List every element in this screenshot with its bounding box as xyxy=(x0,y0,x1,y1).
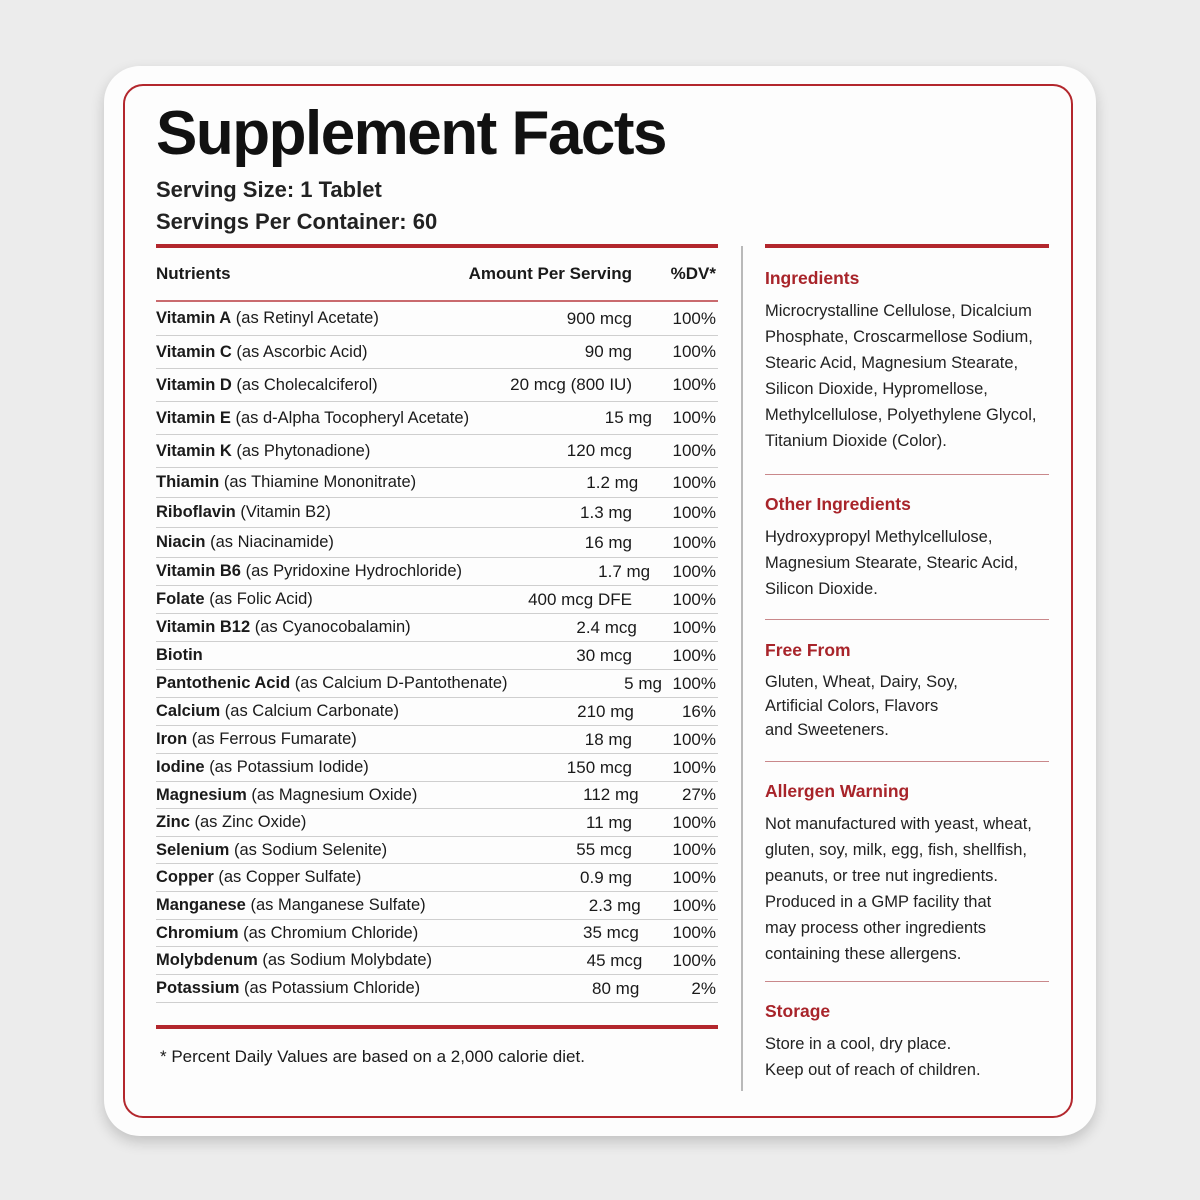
dv-cell: 100% xyxy=(672,895,716,915)
amount-cell: 112 mg xyxy=(583,785,639,804)
nutrient-name: Vitamin D xyxy=(156,375,232,394)
amount-cell: 30 mcg xyxy=(576,645,632,665)
nutrient-name: Selenium xyxy=(156,840,230,859)
nutrient-cell xyxy=(156,376,392,395)
dv-cell: 100% xyxy=(672,840,716,859)
nutrient-source: (as Ascorbic Acid) xyxy=(236,342,368,361)
nutrient-name: Vitamin B12 xyxy=(156,618,251,636)
nutrient-name: Riboflavin xyxy=(156,503,236,521)
amount-cell: 18 mg xyxy=(584,729,632,749)
table-row xyxy=(156,920,718,947)
amount-cell: 0.9 mg xyxy=(580,867,632,887)
table-row xyxy=(156,892,718,920)
table-row xyxy=(156,837,718,864)
ingredients-line: Stearic Acid, Magnesium Stearate, xyxy=(765,354,1019,372)
amount-cell: 15 mg xyxy=(604,408,652,427)
nutrient-name: Pantothenic Acid xyxy=(156,674,291,692)
nutrient-cell xyxy=(156,590,392,609)
amount-header: Amount Per Serving xyxy=(468,264,632,283)
dv-cell: 100% xyxy=(672,645,716,665)
table-row xyxy=(156,809,718,837)
table-row xyxy=(156,614,718,642)
other-ingredients-heading: Other Ingredients xyxy=(765,494,911,514)
amount-cell: 20 mcg (800 IU) xyxy=(510,375,632,394)
nutrient-cell xyxy=(156,646,392,665)
amount-cell: 900 mcg xyxy=(566,308,632,328)
ingredients-line: Phosphate, Croscarmellose Sodium, xyxy=(765,328,1033,346)
nutrient-source: (as Calcium D-Pantothenate) xyxy=(294,674,508,692)
table-row xyxy=(156,754,718,782)
amount-cell: 120 mcg xyxy=(566,441,632,460)
allergen-line: may process other ingredients xyxy=(765,919,987,937)
dv-cell: 100% xyxy=(672,441,716,460)
ingredients-heading: Ingredients xyxy=(765,268,860,288)
table-row xyxy=(156,782,718,809)
dv-cell: 100% xyxy=(672,308,716,328)
other-ingredients-text xyxy=(765,524,1049,602)
dv-cell: 100% xyxy=(672,472,716,492)
nutrient-source: (as Copper Sulfate) xyxy=(218,868,362,886)
nutrient-cell xyxy=(156,473,416,492)
dv-cell: 100% xyxy=(672,375,716,394)
nutrient-name: Folate xyxy=(156,590,205,608)
amount-cell: 1.7 mg xyxy=(598,561,651,581)
ingredients-line: Microcrystalline Cellulose, Dicalcium xyxy=(765,302,1032,320)
dv-cell: 100% xyxy=(672,532,716,552)
storage-line: Keep out of reach of children. xyxy=(765,1061,981,1079)
dv-cell: 100% xyxy=(672,950,716,970)
nutrient-name: Zinc xyxy=(156,813,190,831)
dv-cell: 100% xyxy=(672,589,716,609)
nutrient-name: Niacin xyxy=(156,533,206,551)
nutrient-source: (as Sodium Molybdate) xyxy=(262,951,433,969)
free-from-heading: Free From xyxy=(765,640,851,660)
ingredients-section xyxy=(765,268,1049,454)
table-row xyxy=(156,670,718,698)
nutrient-cell xyxy=(156,841,392,860)
dv-header: %DV* xyxy=(670,264,716,283)
section-divider xyxy=(765,981,1049,982)
dv-cell: 100% xyxy=(672,408,716,427)
table-row xyxy=(156,947,718,975)
amount-cell: 11 mg xyxy=(586,812,632,832)
ingredients-text xyxy=(765,298,1049,454)
nutrient-source: (as Cholecalciferol) xyxy=(236,375,378,394)
nutrient-cell xyxy=(156,868,392,887)
nutrient-source: (as Sodium Selenite) xyxy=(233,840,388,859)
nutrient-source: (as d-Alpha Tocopheryl Acetate) xyxy=(235,408,470,427)
nutrient-cell xyxy=(156,533,392,552)
amount-cell: 45 mcg xyxy=(586,950,643,970)
other-ingredients-section xyxy=(765,494,1049,602)
dv-cell: 100% xyxy=(672,617,716,637)
column-divider xyxy=(741,246,743,1091)
amount-cell: 1.2 mg xyxy=(586,472,639,492)
allergen-line: containing these allergens. xyxy=(765,945,962,963)
dv-cell: 2% xyxy=(691,978,716,998)
dv-cell: 27% xyxy=(681,785,716,804)
allergen-line: gluten, soy, milk, egg, fish, shellfish, xyxy=(765,841,1027,859)
nutrient-name: Magnesium xyxy=(156,785,247,804)
table-row xyxy=(156,864,718,892)
servings-per-container: Servings Per Container: 60 xyxy=(156,209,438,234)
nutrient-cell xyxy=(156,618,411,637)
section-divider xyxy=(765,619,1049,620)
nutrient-cell xyxy=(156,896,426,915)
nutrient-source: (as Zinc Oxide) xyxy=(194,813,307,831)
free-from-line: and Sweeteners. xyxy=(765,721,889,739)
nutrient-name: Vitamin B6 xyxy=(156,562,241,580)
nutrient-cell xyxy=(156,343,392,362)
nutrient-name: Vitamin E xyxy=(156,408,231,427)
storage-text xyxy=(765,1031,1049,1083)
other-ingredients-line: Hydroxypropyl Methylcellulose, xyxy=(765,528,993,546)
table-row xyxy=(156,586,718,614)
dv-cell: 100% xyxy=(672,561,716,581)
nutrient-cell xyxy=(156,951,432,970)
nutrient-cell xyxy=(156,813,392,832)
amount-cell: 55 mcg xyxy=(576,840,632,859)
table-row xyxy=(156,402,718,435)
allergen-line: Not manufactured with yeast, wheat, xyxy=(765,815,1032,833)
nutrient-cell xyxy=(156,924,418,943)
dv-cell: 100% xyxy=(672,812,716,832)
table-row xyxy=(156,435,718,468)
nutrient-name: Calcium xyxy=(156,702,221,720)
nutrient-source: (as Niacinamide) xyxy=(210,533,334,551)
nutrient-name: Thiamin xyxy=(156,473,220,491)
table-row xyxy=(156,726,718,754)
amount-cell: 400 mcg DFE xyxy=(528,589,632,609)
amount-cell: 90 mg xyxy=(584,342,632,361)
nutrient-name: Manganese xyxy=(156,896,246,914)
supplement-facts-label xyxy=(104,66,1096,1136)
nutrient-name: Potassium xyxy=(156,979,240,997)
nutrient-cell xyxy=(156,309,392,328)
dv-cell: 100% xyxy=(672,342,716,361)
nutrient-source: (as Phytonadione) xyxy=(236,441,371,460)
table-row xyxy=(156,528,718,558)
nutrient-cell xyxy=(156,758,392,777)
nutrient-source: (as Retinyl Acetate) xyxy=(235,309,379,327)
nutrient-source: (as Calcium Carbonate) xyxy=(224,702,400,720)
amount-cell: 210 mg xyxy=(577,701,634,721)
nutrient-name: Molybdenum xyxy=(156,951,258,969)
nutrient-cell xyxy=(156,786,417,805)
nutrient-cell xyxy=(156,702,399,721)
page-title: Supplement Facts xyxy=(156,99,666,168)
info-top-rule xyxy=(765,244,1049,248)
dv-cell: 16% xyxy=(681,701,716,721)
nutrient-name: Vitamin C xyxy=(156,342,232,361)
dv-cell: 100% xyxy=(672,673,716,693)
table-row xyxy=(156,642,718,670)
dv-cell: 100% xyxy=(672,502,716,522)
allergen-line: peanuts, or tree nut ingredients. xyxy=(765,867,998,885)
nutrient-table xyxy=(156,244,718,1067)
allergen-line: Produced in a GMP facility that xyxy=(765,893,992,911)
dv-cell: 100% xyxy=(672,923,716,942)
nutrient-source: (as Thiamine Mononitrate) xyxy=(223,473,417,491)
free-from-text xyxy=(765,670,1049,742)
nutrient-name: Vitamin K xyxy=(156,441,232,460)
nutrient-cell xyxy=(156,674,508,693)
table-row xyxy=(156,369,718,402)
nutrient-cell xyxy=(156,979,420,998)
table-row xyxy=(156,975,718,1003)
nutrient-source: (as Potassium Iodide) xyxy=(209,758,369,776)
info-column xyxy=(765,244,1049,1079)
storage-line: Store in a cool, dry place. xyxy=(765,1035,952,1053)
amount-cell: 16 mg xyxy=(584,532,632,552)
ingredients-line: Titanium Dioxide (Color). xyxy=(765,432,947,450)
amount-cell: 1.3 mg xyxy=(580,502,632,522)
other-ingredients-line: Silicon Dioxide. xyxy=(765,580,878,598)
table-row xyxy=(156,698,718,726)
nutrient-cell xyxy=(156,503,392,522)
amount-cell: 2.3 mg xyxy=(588,895,641,915)
storage-section xyxy=(765,1001,1049,1083)
serving-size: Serving Size: 1 Tablet xyxy=(156,177,382,202)
nutrient-source: (as Potassium Chloride) xyxy=(244,979,421,997)
nutrient-name: Vitamin A xyxy=(156,309,232,327)
nutrients-header: Nutrients xyxy=(156,264,231,283)
storage-heading: Storage xyxy=(765,1001,831,1021)
ingredients-line: Silicon Dioxide, Hypromellose, xyxy=(765,380,988,398)
nutrient-source: (as Pyridoxine Hydrochloride) xyxy=(245,562,462,580)
ingredients-line: Methylcellulose, Polyethylene Glycol, xyxy=(765,406,1037,424)
nutrient-cell xyxy=(156,562,462,581)
table-row xyxy=(156,302,718,336)
amount-cell: 35 mcg xyxy=(583,923,639,942)
free-from-section xyxy=(765,640,1049,742)
nutrient-source: (as Cyanocobalamin) xyxy=(254,618,411,636)
table-row xyxy=(156,498,718,528)
amount-cell: 5 mg xyxy=(624,673,662,693)
nutrient-source: (as Chromium Chloride) xyxy=(243,923,419,942)
free-from-line: Gluten, Wheat, Dairy, Soy, xyxy=(765,673,958,691)
table-row xyxy=(156,468,718,498)
dv-cell: 100% xyxy=(672,867,716,887)
nutrient-source: (Vitamin B2) xyxy=(240,503,331,521)
dv-cell: 100% xyxy=(672,757,716,777)
dv-cell: 100% xyxy=(672,729,716,749)
table-row xyxy=(156,336,718,369)
section-divider xyxy=(765,761,1049,762)
other-ingredients-line: Magnesium Stearate, Stearic Acid, xyxy=(765,554,1019,572)
nutrient-source: (as Folic Acid) xyxy=(209,590,313,608)
amount-cell: 150 mcg xyxy=(566,757,632,777)
free-from-line: Artificial Colors, Flavors xyxy=(765,697,939,715)
nutrient-cell xyxy=(156,442,392,461)
section-divider xyxy=(765,474,1049,475)
table-row xyxy=(156,558,718,586)
table-bottom-rule xyxy=(156,1025,718,1029)
amount-cell: 2.4 mcg xyxy=(576,617,637,637)
nutrient-name: Chromium xyxy=(156,923,239,942)
nutrient-name: Biotin xyxy=(156,646,203,664)
amount-cell: 80 mg xyxy=(592,978,640,998)
nutrient-rows xyxy=(156,302,718,1003)
allergen-warning-text xyxy=(765,811,1049,967)
nutrient-cell xyxy=(156,730,392,749)
nutrient-name: Iodine xyxy=(156,758,205,776)
table-header xyxy=(156,248,718,302)
allergen-warning-heading: Allergen Warning xyxy=(765,781,910,801)
allergen-warning-section xyxy=(765,781,1049,967)
nutrient-name: Copper xyxy=(156,868,214,886)
nutrient-name: Iron xyxy=(156,730,188,748)
nutrient-cell xyxy=(156,409,469,428)
nutrient-source: (as Magnesium Oxide) xyxy=(251,785,418,804)
nutrient-source: (as Ferrous Fumarate) xyxy=(191,730,357,748)
nutrient-source: (as Manganese Sulfate) xyxy=(250,896,426,914)
dv-footnote: * Percent Daily Values are based on a 2,000 calorie diet. xyxy=(160,1047,585,1066)
